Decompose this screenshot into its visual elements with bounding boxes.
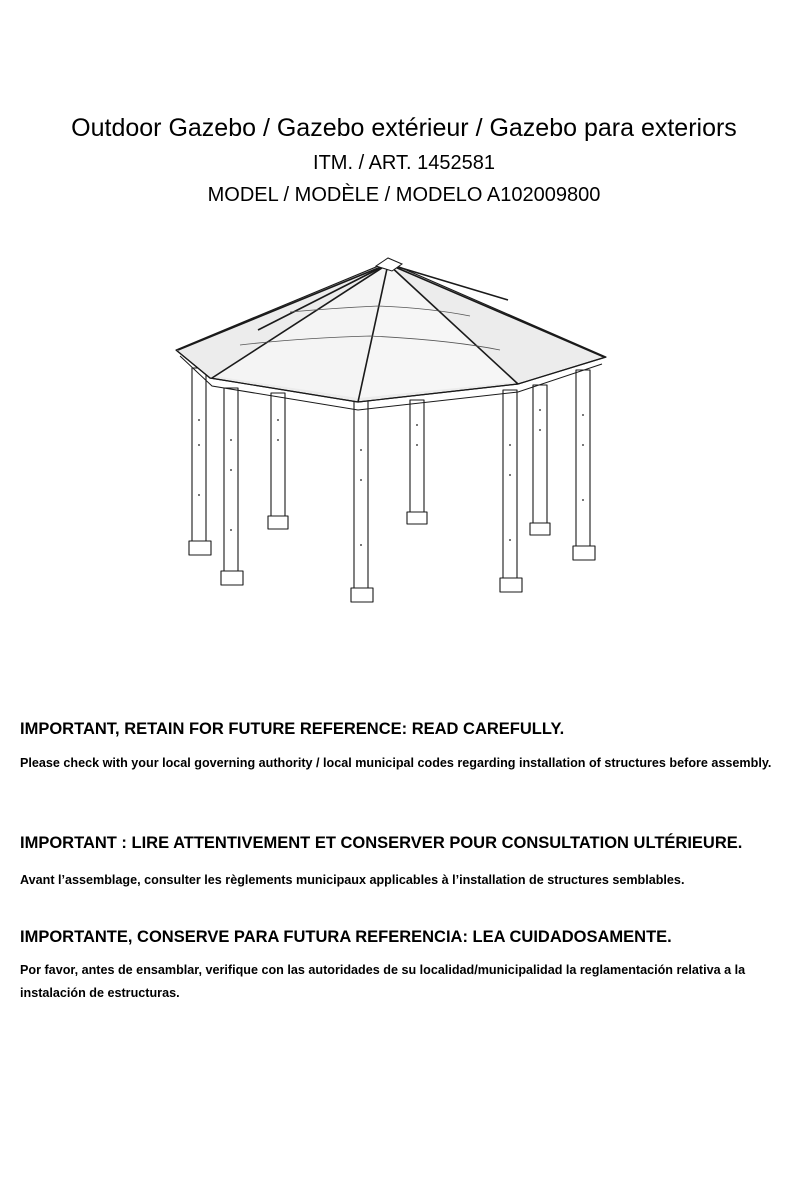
front-post-right bbox=[500, 390, 522, 592]
notice-heading-english: IMPORTANT, RETAIN FOR FUTURE REFERENCE: READ CAREFULLY. bbox=[20, 720, 565, 738]
notice-heading-french: IMPORTANT : LIRE ATTENTIVEMENT ET CONSERVER POUR CONSULTATION ULTÉRIEURE. bbox=[20, 834, 743, 852]
notice-heading-spanish: IMPORTANTE, CONSERVE PARA FUTURA REFERENCIA: LEA CUIDADOSAMENTE. bbox=[20, 928, 672, 946]
gazebo-illustration bbox=[170, 255, 620, 610]
notice-body-english: Please check with your local governing authority / local municipal codes regarding installation of structures before assembly. bbox=[20, 756, 772, 770]
back-post-left bbox=[268, 393, 288, 529]
back-post-right bbox=[530, 385, 550, 535]
item-number: ITM. / ART. 1452581 bbox=[313, 152, 495, 174]
post-bolts bbox=[198, 409, 584, 546]
notice-body-french: Avant l’assemblage, consulter les règlements municipaux applicables à l’installation de structures semblables. bbox=[20, 873, 685, 887]
page-title: Outdoor Gazebo / Gazebo extérieur / Gazebo para exteriors bbox=[71, 114, 737, 142]
back-post-center bbox=[407, 400, 427, 524]
front-post-far-right bbox=[573, 370, 595, 560]
model-number: MODEL / MODÈLE / MODELO A102009800 bbox=[207, 184, 601, 206]
front-post-far-left bbox=[189, 368, 211, 555]
front-post-center bbox=[351, 400, 373, 602]
front-post-left bbox=[221, 388, 243, 585]
notice-body-spanish: Por favor, antes de ensamblar, verifique con las autoridades de su localidad/municipalidad la reglamentación relativa a la instalación de estructuras. bbox=[20, 963, 746, 1000]
